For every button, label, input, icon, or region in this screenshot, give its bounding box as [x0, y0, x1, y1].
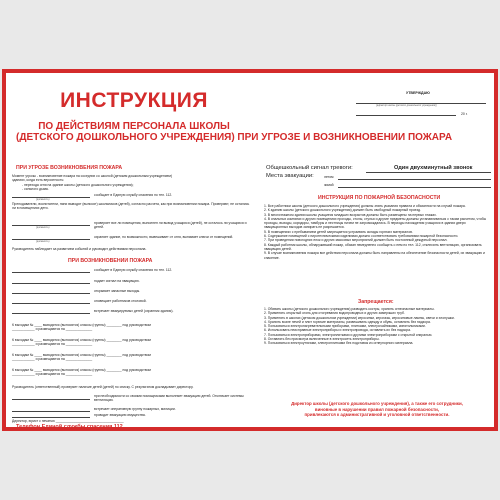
exit-row-2: К выходам № ____ выводятся (выносятся) классы (группы) ________ под руководством ____________ и размещаются на ______________: [12, 338, 151, 347]
approve-year: 20 г.: [461, 112, 468, 116]
page-title: ИНСТРУКЦИЯ: [60, 89, 208, 112]
fire-bottom-4: проводит эвакуацию имущества.: [94, 413, 146, 417]
phone-line: Телефон Единой службы спасения 112.: [16, 424, 125, 430]
safety-heading: ИНСТРУКЦИЯ ПО ПОЖАРНОЙ БЕЗОПАСНОСТИ: [318, 195, 441, 201]
director-line: Директор, юрист с печатью ____________________________________: [12, 419, 124, 423]
fire-line-3: [12, 293, 90, 294]
fire-heading: ПРИ ВОЗНИКНОВЕНИИ ПОЖАРА: [68, 258, 153, 264]
threat-row-3: проверяет все ли помещения, выполнен ли вывод учащихся (детей), не осталось ли учащихся и детей.: [94, 221, 247, 230]
forbidden-list: 1. Обивать школы (детского дошкольного учреждения) разводить костры, хранить огнеопасные материалы. 2. Применять открытый огонь для отогревания водопроводных и других замерзших труб. 3. Применять в школах (детском дошкольном учреждении) керосинки, керогазы, керосиновые лампы, свечи и хлопушки. 4. Хранить возле печей и плит горючие материалы, развешивать одежду и обувь, оставлять без надзора. 5. Пользоваться электронагревательными приборами, плитками, электрочайниками, кипятильниками. 6. Использовать неисправные электроприборы и электропровода, оставлять их без надзора. 7. Пользоваться электроприборами, электроплитками и другими электроприборами с открытой спиралью. 8. Оставлять без присмотра включенные в электросеть электроприборы. 9. Пользоваться электроутюгами, электроплитками без подставок из огнеупорного материала.: [264, 307, 455, 346]
fire-line-4: [12, 303, 90, 304]
threat-row-1: сообщает в Единую службу спасения по тел. 112.: [94, 193, 173, 197]
safety-footer: Директор школы (детского дошкольного учреждения), а также его сотрудники, виновные в нарушении правил пожарной безопасности, привлекаются к административной и уголовной ответственности.: [291, 401, 463, 418]
fire-bottom-2: при необходимости со своими помощниками выполняет эвакуацию детей. Отключает системы вентиляции.: [94, 394, 244, 403]
approve-line-2: [356, 115, 456, 116]
fire-row-4: оповещает работников столовой.: [94, 299, 147, 303]
threat-label-1: (должность): [36, 198, 50, 201]
summer-line: [338, 179, 491, 180]
subtitle-2: (ДЕТСКОГО ДОШКОЛЬНОГО УЧРЕЖДЕНИЯ) ПРИ УГРОЗЕ И ВОЗНИКНОВЕНИИ ПОЖАРА: [16, 132, 453, 143]
winter-label: зимой: [324, 183, 334, 187]
fire-row-3: открывает запасные выходы.: [94, 289, 141, 293]
fire-bottom-3: встречает оперативную группу пожарных, милиции.: [94, 407, 176, 411]
safety-paras: 1. Все работники школы (детского дошкольного учреждения) должны знать указания правила и обязанности на случай пожара. 2. К зданию школы (детского дошкольного учреждения) должен быть свободный пожарный проезд. 3. В многоэтажном здании школы учащиеся младших возрастов должны быть размещены на первых этажах. 4. В спальных комнатах и других помещениях проходы, столы, стулья и другие предметы должны устанавливаться с таким расчетом, чтобы проходы, выходы, коридоры, тамбуры и лестницы ничем не загромождались. В периоды нахождения учащихся в здании двери эвакуационных выходов запирать не разрешается. 5. В помещениях с пребыванием детей запрещается устраивать склады горючих материалов. 6. Содержание помещений с пиротехническими изделиями должно соответствовать требованиям пожарной безопасности. 7. При проведении новогодних елок и других массовых мероприятий должен быть постоянный дежурный персонал. 8. Каждый работник школы, обнаруживший пожар, обязан немедленно сообщить о нем по тел. 112, отключить вентиляцию, организовать эвакуацию детей. 9. В случае возникновения пожара все действия персонала должны быть направлены на обеспечение безопасности детей, их эвакуацию и спасение.: [264, 204, 487, 260]
threat-row-4: охраняет здание, по возможности, вывешивает от огня, вынимает ключи от помещений.: [94, 235, 234, 239]
summer-label: летом: [324, 175, 334, 179]
fire-line-8: [12, 417, 90, 418]
winter-line: [338, 187, 491, 188]
instruction-sheet: [2, 69, 498, 431]
forbidden-heading: Запрещается:: [358, 299, 394, 305]
threat-label-3: (должность): [36, 240, 50, 243]
fire-line-1: [12, 272, 90, 273]
exit-row-3: К выходам № ____ выводятся (выносятся) классы (группы) ________ под руководством ____________ и размещаются на ______________: [12, 353, 151, 362]
threat-label-2: (должность): [36, 226, 50, 229]
threat-heading: ПРИ УГРОЗЕ ВОЗНИКНОВЕНИЯ ПОЖАРА: [16, 165, 123, 171]
fire-line-6: [12, 399, 90, 400]
exit-row-4: К выходам № ____ выводятся (выносятся) классы (группы) ________ под руководством ____________ и размещаются на ______________: [12, 368, 151, 377]
threat-intro: Момент угрозы - возникновение пожара на соседних со школой (детским дошкольным учреждением) зданиях, когда есть вероятность: - перехода огня на здание школы (детского дошкольного учреждения); - сильного дыма.: [12, 174, 172, 191]
fire-row-1: сообщает в Единую службу спасения по тел. 112.: [94, 268, 173, 272]
approve-title: УТВЕРЖДАЮ: [406, 91, 430, 95]
signal-value: Один двухминутный звонок: [394, 165, 473, 171]
fire-row-2: подает сигнал на эвакуацию.: [94, 279, 140, 283]
approve-position: (директор школы (детского дошкольного учреждения)): [376, 104, 437, 107]
threat-row-2: Преподаватели, воспитатели, няни выводят (выносят) школьников (детей), согласно расчета, как при возникновении пожара. Проверяют, не остались ли в помещениях дети.: [12, 202, 250, 211]
exit-row-1: К выходам № ____ выводятся (выносятся) классы (группы) ________ под руководством ____________ и размещаются на ______________: [12, 323, 151, 332]
threat-row-5: Руководитель наблюдает за развитием событий и руководит действиями персонала.: [12, 247, 147, 251]
fire-line-7: [12, 411, 90, 412]
fire-line-5: [12, 313, 90, 314]
threat-sig-line-1: [12, 197, 90, 198]
fire-line-2: [12, 283, 90, 284]
fire-bottom-1: Руководитель (ответственный) проверяет наличие детей (детей) по списку. С результатом докладывает директору.: [12, 385, 194, 389]
fire-row-5: встречает эвакуируемых детей (охранник здания).: [94, 309, 174, 313]
signal-line: [366, 172, 491, 173]
subtitle-1: ПО ДЕЙСТВИЯМ ПЕРСОНАЛА ШКОЛЫ: [38, 121, 230, 132]
signal-label: Общешкольный сигнал тревоги:: [266, 165, 353, 171]
threat-sig-line-3: [12, 239, 90, 240]
threat-sig-line-2: [12, 225, 90, 226]
places-label: Места эвакуации:: [266, 173, 314, 179]
